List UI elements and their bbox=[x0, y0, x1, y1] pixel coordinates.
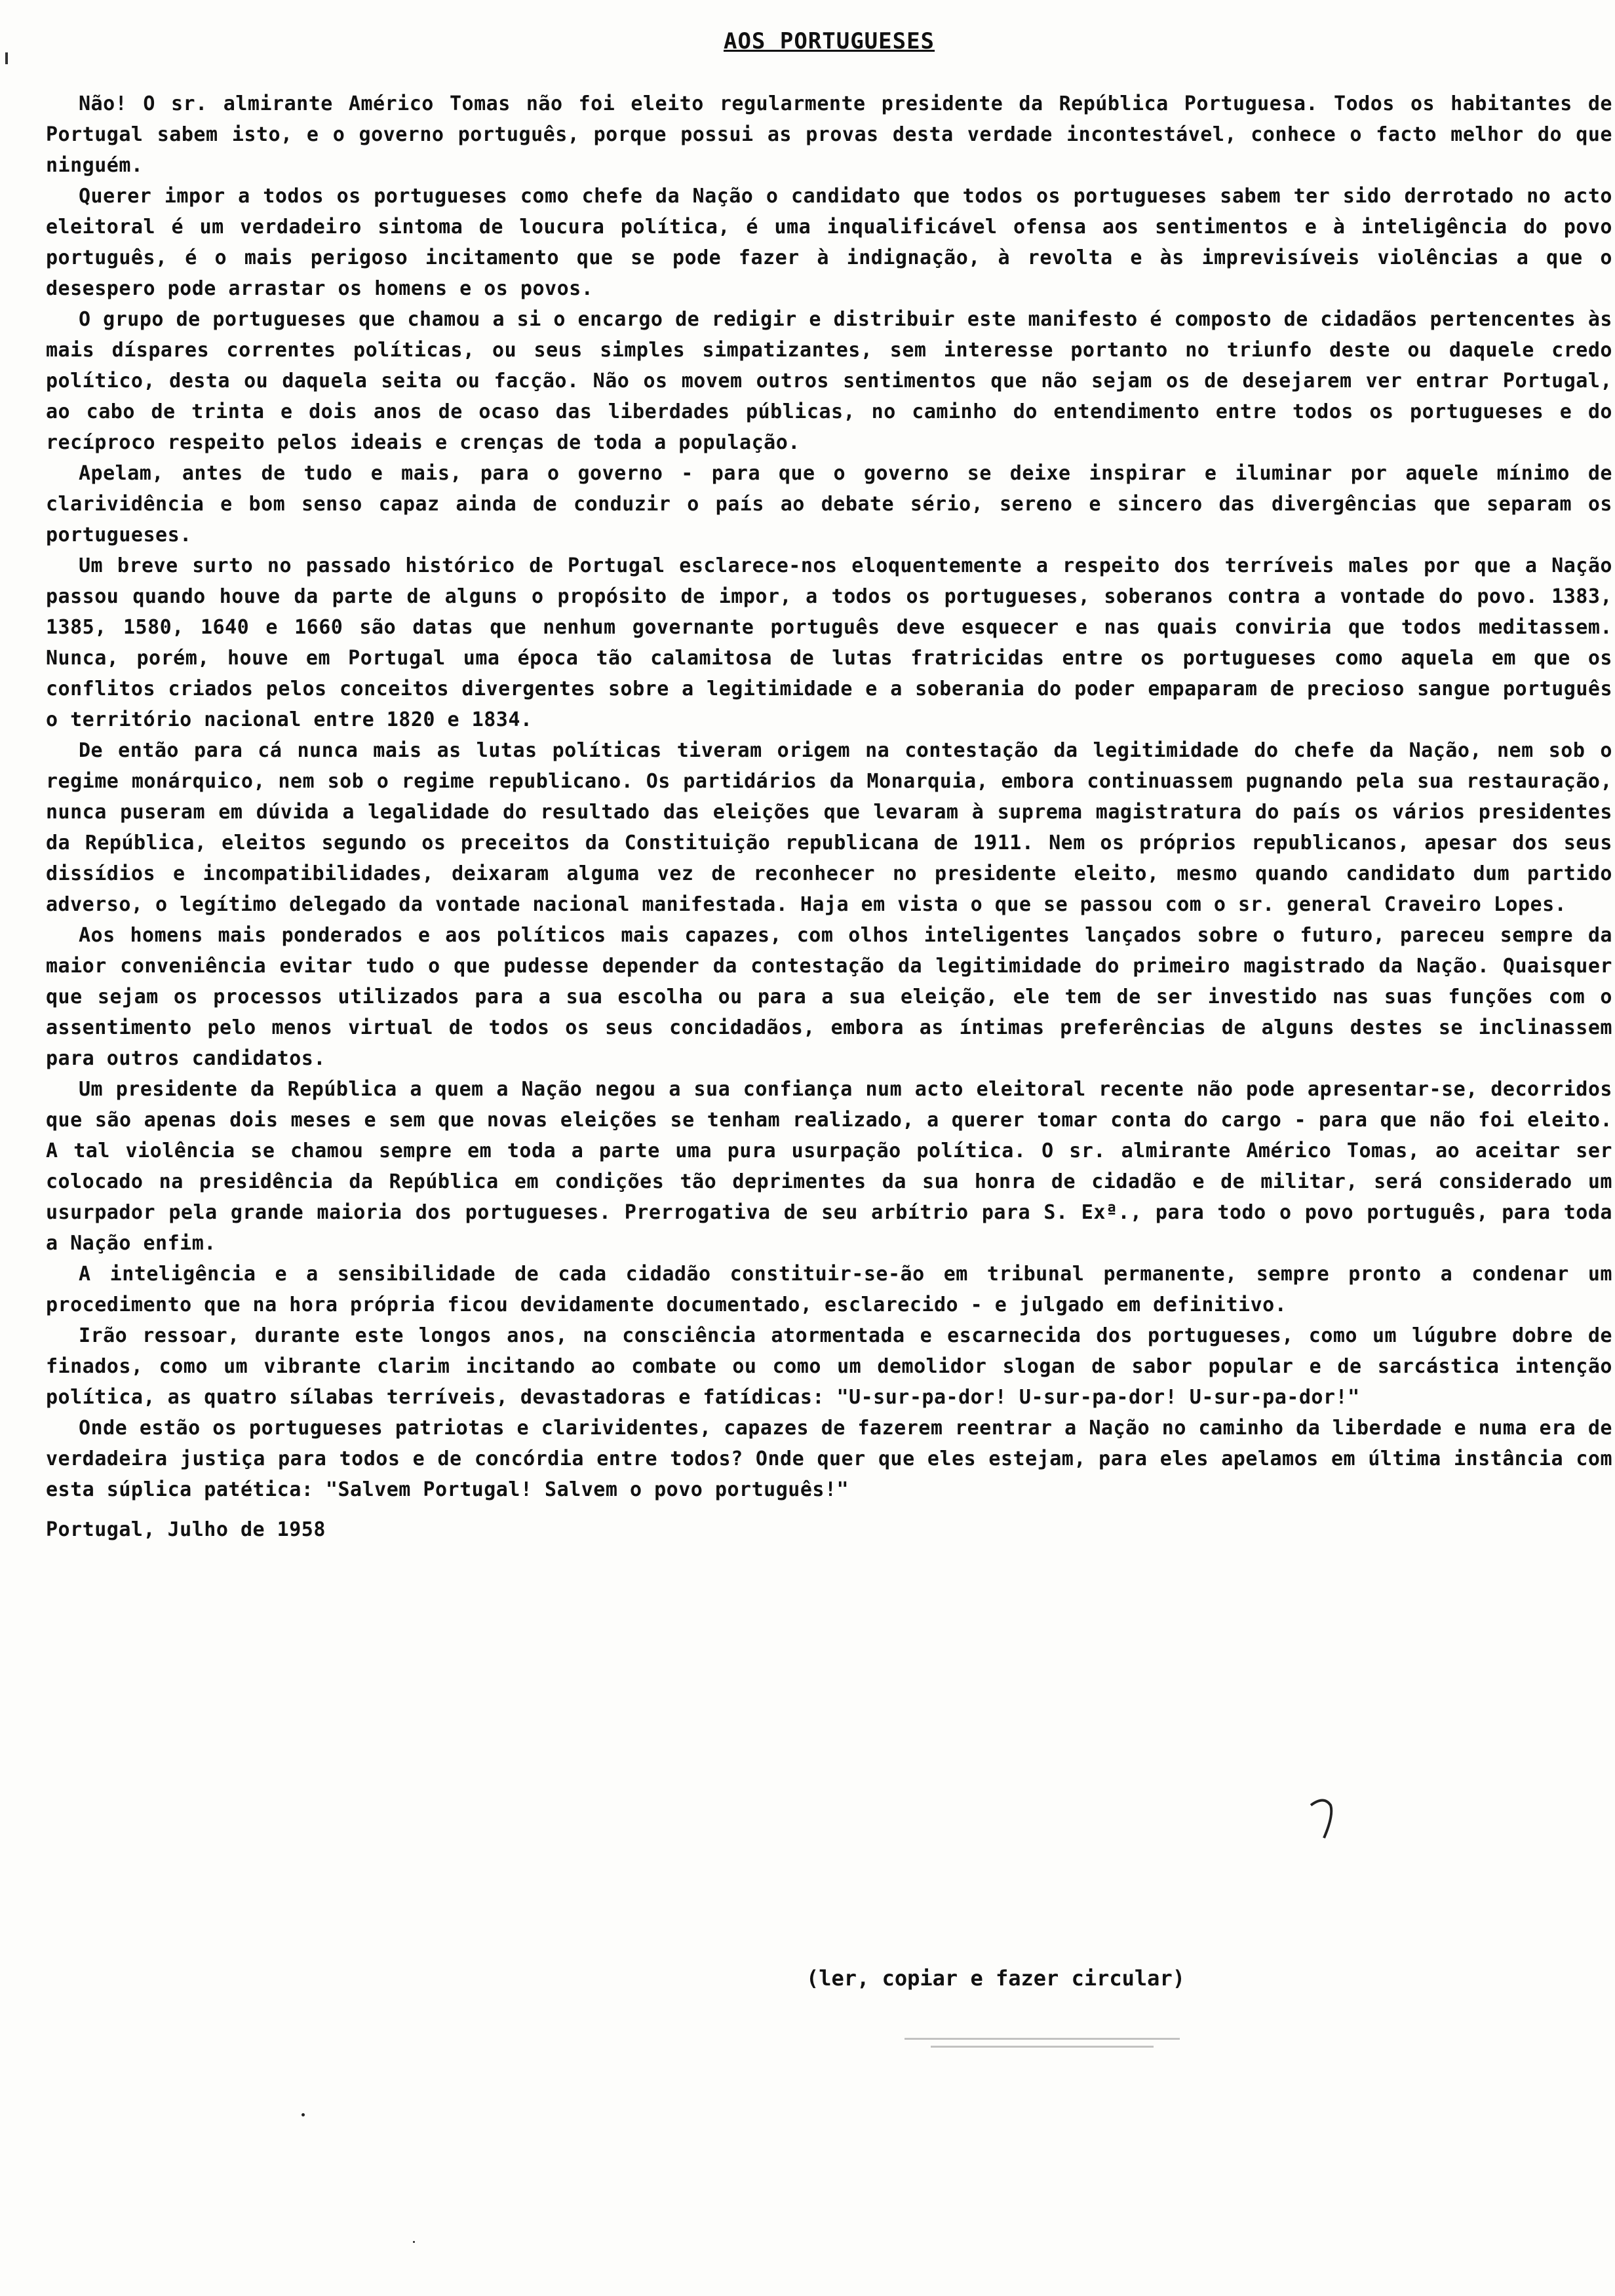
paragraph-10: Irão ressoar, durante este longos anos, na consciência atormentada e escarnecida dos portugueses, como um lúgubre dobre de finados, como um vibrante clarim incitando ao combate ou como um demolidor slogan de sabor popular e de sarcástica intenção política, as quatro sílabas terríveis, devastadoras e fatídicas: "U-sur-pa-dor! U-sur-pa-dor! U-sur-pa-dor!" bbox=[46, 1324, 1612, 1409]
speck bbox=[302, 2113, 305, 2116]
document-title: AOS PORTUGUESES bbox=[723, 28, 935, 54]
circulation-note: (ler, copiar e fazer circular) bbox=[806, 1966, 1185, 1991]
paragraph-11: Onde estão os portugueses patriotas e clarividentes, capazes de fazerem reentrar a Nação no caminho da liberdade e numa era de verdadeira justiça para todos e de concórdia entre todos? Onde quer que eles estejam, para eles apelamos em última instância com esta súplica patética: "Salvem Portugal! Salvem o povo português!" bbox=[46, 1417, 1612, 1501]
paragraph-5: Um breve surto no passado histórico de Portugal esclarece-nos eloquentemente a respeito dos terríveis males por que a Nação passou quando houve da parte de alguns o propósito de impor, a todos os portugueses, soberanos contra a vontade do povo. 1383, 1385, 1580, 1640 e 1660 são datas que nenhum governante português deve esquecer e nas quais conviria que todos meditassem. Nunca, porém, houve em Portugal uma época tão calamitosa de lutas fratricidas entre os portugueses como aquela em que os conflitos criados pelos conceitos divergentes sobre a legitimidade e a soberania do poder empaparam de precioso sangue português o território nacional entre 1820 e 1834. bbox=[46, 554, 1612, 731]
document-date: Portugal, Julho de 1958 bbox=[46, 1518, 326, 1541]
paragraph-3: O grupo de portugueses que chamou a si o encargo de redigir e distribuir este manifesto é composto de cidadãos pertencentes às mais díspares correntes políticas, ou seus simples simpatizantes, sem interesse portanto no triunfo deste ou daquele credo político, desta ou daquela seita ou facção. Não os movem outros sentimentos que não sejam os de desejarem ver entrar Portugal, ao cabo de trinta e dois anos de ocaso das liberdades públicas, no caminho do entendimento entre todos os portugueses e do recíproco respeito pelos ideais e crenças de toda a população. bbox=[46, 308, 1612, 454]
paragraph-4: Apelam, antes de tudo e mais, para o governo - para que o governo se deixe inspirar e iluminar por aquele mínimo de clarividência e bom senso capaz ainda de conduzir o país ao debate sério, sereno e sincero das divergências que separam os portugueses. bbox=[46, 462, 1612, 546]
margin-mark bbox=[5, 52, 8, 64]
paragraph-9: A inteligência e a sensibilidade de cada cidadão constituir-se-ão em tribunal permanente, sempre pronto a condenar um procedimento que na hora própria ficou devidamente documentado, esclarecido - e julgado em definitivo. bbox=[46, 1263, 1612, 1316]
paragraph-2: Querer impor a todos os portugueses como chefe da Nação o candidato que todos os portugueses sabem ter sido derrotado no acto eleitoral é um verdadeiro sintoma de loucura política, é uma inqualificável ofensa aos sentimentos e à inteligência do povo português, é o mais perigoso incitamento que se pode fazer à indignação, à revolta e às imprevisíveis violências a que o desespero pode arrastar os homens e os povos. bbox=[46, 185, 1612, 300]
footer-rule bbox=[931, 2046, 1154, 2048]
paragraph-7: Aos homens mais ponderados e aos políticos mais capazes, com olhos inteligentes lançados sobre o futuro, pareceu sempre da maior conveniência evitar tudo o que pudesse depender da contestação da legitimidade do primeiro magistrado da Nação. Quaisquer que sejam os processos utilizados para a sua escolha ou para a sua eleição, ele tem de ser investido nas suas funções com o assentimento pelo menos virtual de todos os seus concidadãos, embora as íntimas preferências de alguns destes se inclinassem para outros candidatos. bbox=[46, 924, 1612, 1070]
footer-rule bbox=[905, 2038, 1180, 2040]
paragraph-6: De então para cá nunca mais as lutas políticas tiveram origem na contestação da legitimidade do chefe da Nação, nem sob o regime monárquico, nem sob o regime republicano. Os partidários da Monarquia, embora continuassem pugnando pela sua restauração, nunca puseram em dúvida a legalidade do resultado das eleições que levaram à suprema magistratura do país os vários presidentes da República, eleitos segundo os preceitos da Constituição republicana de 1911. Nem os próprios republicanos, apesar dos seus dissídios e incompatibilidades, deixaram alguma vez de reconhecer no presidente eleito, mesmo quando candidato dum partido adverso, o legítimo delegado da vontade nacional manifestada. Haja em vista o que se passou com o sr. general Craveiro Lopes. bbox=[46, 739, 1612, 916]
paragraph-1: Não! O sr. almirante Américo Tomas não foi eleito regularmente presidente da República Portuguesa. Todos os habitantes de Portugal sabem isto, e o governo português, porque possui as provas desta verdade incontestável, conhece o facto melhor do que ninguém. bbox=[46, 92, 1612, 177]
speck bbox=[413, 2241, 415, 2243]
paragraph-8: Um presidente da República a quem a Nação negou a sua confiança num acto eleitoral recente não pode apresentar-se, decorridos que são apenas dois meses e sem que novas eleições se tenham realizado, a querer tomar conta do cargo - para que não foi eleito. A tal violência se chamou sempre em toda a parte uma pura usurpação política. O sr. almirante Américo Tomas, ao aceitar ser colocado na presidência da República em condições tão deprimentes da sua honra de cidadão e de militar, será considerado um usurpador pela grande maioria dos portugueses. Prerrogativa de seu arbítrio para S. Exª., para todo o povo português, para toda a Nação enfim. bbox=[46, 1078, 1612, 1255]
manifesto-body bbox=[46, 20, 1612, 1545]
handwritten-correction-mark bbox=[1304, 1792, 1357, 1845]
